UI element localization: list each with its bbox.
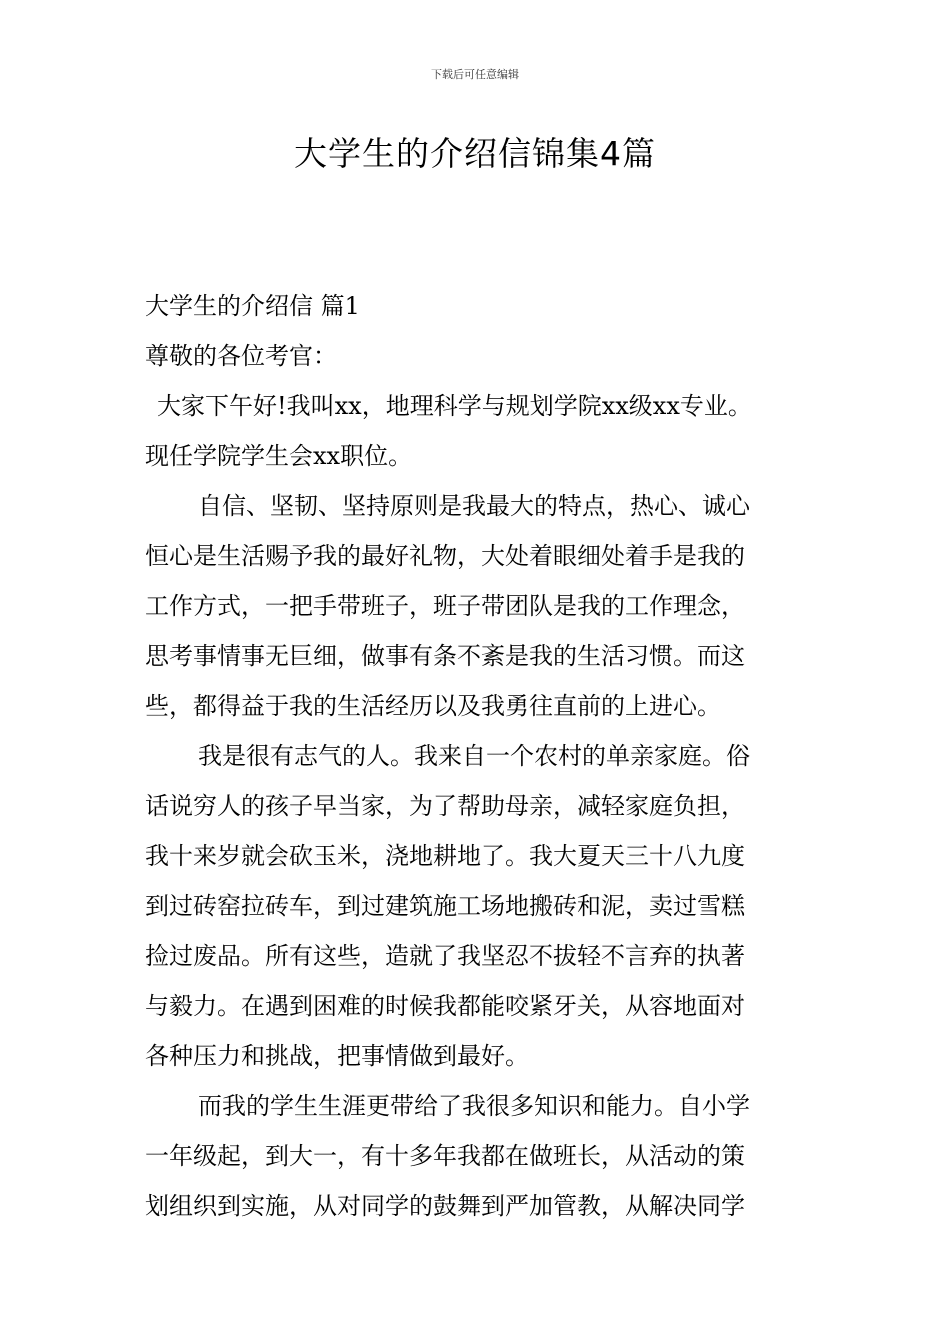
paragraph-traits bbox=[145, 481, 810, 731]
paragraph-line: 各种压力和挑战，把事情做到最好。 bbox=[145, 1042, 529, 1070]
document-body bbox=[145, 281, 810, 1231]
paragraph-line: 些，都得益于我的生活经历以及我勇往直前的上进心。 bbox=[145, 692, 721, 720]
paragraph-line: 现任学院学生会xx职位。 bbox=[145, 442, 413, 470]
paragraph-greeting bbox=[145, 381, 810, 481]
paragraph-line: 到过砖窑拉砖车，到过建筑施工场地搬砖和泥，卖过雪糕 bbox=[145, 892, 745, 920]
paragraph-line: 话说穷人的孩子早当家，为了帮助母亲，减轻家庭负担， bbox=[145, 792, 745, 820]
paragraph-line: 捡过废品。所有这些，造就了我坚忍不拔轻不言弃的执著 bbox=[145, 942, 745, 970]
paragraph-line: 思考事情事无巨细，做事有条不紊是我的生活习惯。而这 bbox=[145, 642, 745, 670]
paragraph-student-career bbox=[145, 1081, 810, 1231]
section-heading: 大学生的介绍信 篇1 bbox=[145, 292, 360, 320]
header-note: 下载后可任意编辑 bbox=[431, 68, 519, 81]
paragraph-line: 我是很有志气的人。我来自一个农村的单亲家庭。俗 bbox=[198, 742, 750, 770]
paragraph-line: 恒心是生活赐予我的最好礼物，大处着眼细处着手是我的 bbox=[145, 542, 745, 570]
paragraph-line: 划组织到实施，从对同学的鼓舞到严加管教，从解决同学 bbox=[145, 1192, 745, 1220]
document-title: 大学生的介绍信锦集4篇 bbox=[294, 134, 656, 173]
paragraph-line: 与毅力。在遇到困难的时候我都能咬紧牙关，从容地面对 bbox=[145, 992, 745, 1020]
paragraph-background bbox=[145, 731, 810, 1081]
paragraph-line: 工作方式，一把手带班子，班子带团队是我的工作理念， bbox=[145, 592, 745, 620]
paragraph-line: 我十来岁就会砍玉米，浇地耕地了。我大夏天三十八九度 bbox=[145, 842, 745, 870]
paragraph-line: 大家下午好!我叫xx，地理科学与规划学院xx级xx专业。 bbox=[157, 392, 752, 420]
paragraph-line: 一年级起，到大一，有十多年我都在做班长，从活动的策 bbox=[145, 1142, 745, 1170]
paragraph-line: 而我的学生生涯更带给了我很多知识和能力。自小学 bbox=[198, 1092, 750, 1120]
paragraph-line: 自信、坚韧、坚持原则是我最大的特点，热心、诚心 bbox=[198, 492, 750, 520]
salutation: 尊敬的各位考官： bbox=[145, 342, 337, 370]
